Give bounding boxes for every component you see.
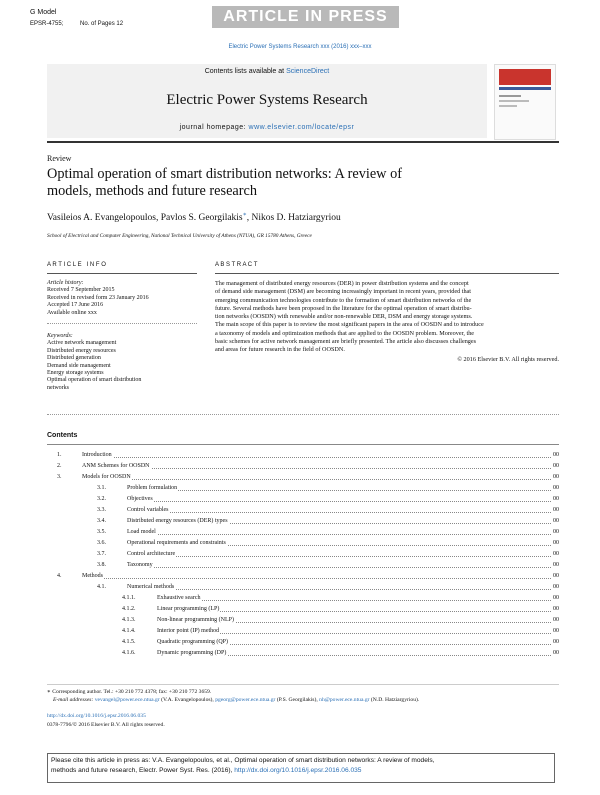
email-owner: (N.D. Hatziargyriou). [369,697,420,704]
corresponding-text: Corresponding author. Tel.: +30 210 772 4378; fax: +30 210 772 3659. [52,689,212,695]
toc-page: 00 [553,452,559,458]
email-line [47,696,559,704]
history-revised: Received in revised form 23 January 2016 [47,294,149,301]
email-link[interactable]: vevangel@power.ece.ntua.gr [94,697,160,704]
toc-title-text: Exhaustive search [157,595,201,601]
corresponding-author-mark[interactable]: ∗ [242,212,247,218]
toc-title-text: Control architecture [127,551,176,557]
article-title-line-2: models, methods and future research [47,183,258,199]
toc-title-text: Operational requirements and constraints [127,540,226,546]
keyword-item: Distributed energy resources [47,347,116,354]
toc-number: 3.3. [97,507,106,513]
toc-title [157,615,551,626]
toc-title [82,461,551,472]
toc-number: 4.1.3. [122,617,136,623]
citation-box [47,753,555,783]
toc-page: 00 [553,573,559,579]
toc-title-text: Objectives [127,496,153,502]
toc-number: 3. [57,474,62,480]
history-received: Received 7 September 2015 [47,287,115,294]
toc-number: 3.4. [97,518,106,524]
toc-page: 00 [553,628,559,634]
email-owner: (P.S. Georgilakis), [275,697,320,704]
toc-row[interactable] [47,648,559,659]
toc-number: 4.1.4. [122,628,136,634]
author-georgilakis: Pavlos S. Georgilakis [160,213,243,224]
toc-page: 00 [553,551,559,557]
toc-row[interactable] [47,494,559,505]
abstract-rule [215,273,559,274]
toc-page: 00 [553,529,559,535]
toc-title [127,560,551,571]
abstract-body [215,280,559,364]
toc-title-text: Dynamic programming (DP) [157,650,227,656]
toc-page: 00 [553,518,559,524]
toc-title [127,516,551,527]
toc-title-text: Distributed energy resources (DER) types [127,518,228,524]
toc-number: 2. [57,463,62,469]
article-title [47,166,402,200]
journal-header [47,64,487,138]
article-title-line-1: Optimal operation of smart distribution networks: A review of [47,166,402,182]
issn-line: 0378-7796/© 2016 Elsevier B.V. All rights reserved. [47,722,165,728]
toc-title-text: Problem formulation [127,485,178,491]
toc-row[interactable] [47,538,559,549]
citation-text-2 [51,766,551,776]
author-list [47,211,341,223]
keyword-item: Distributed generation [47,355,101,362]
toc-number: 4.1.6. [122,650,136,656]
toc-row[interactable] [47,527,559,538]
email-owner: (V.A. Evangelopoulos), [159,697,216,704]
toc-number: 4.1.5. [122,639,136,645]
footnote-rule [47,684,559,685]
article-info-rule [47,273,197,274]
keyword-item: networks [47,384,69,391]
keyword-item: Energy storage systems [47,370,104,377]
abstract-line: a taxonomy of models and optimization methods that are applied to the OOSDN problem. Moreover, the [215,329,475,337]
toc-title [127,505,551,516]
article-history [47,280,197,317]
toc-title [82,571,551,582]
toc-page: 00 [553,485,559,491]
toc-title [82,472,551,483]
author-hatziargyriou: , Nikos D. Hatziargyriou [246,213,341,224]
history-label: Article history: [47,280,84,286]
citation-doi-link[interactable]: http://dx.doi.org/10.1016/j.epsr.2016.06.035 [234,767,362,774]
toc-title [127,527,551,538]
toc-page: 00 [553,463,559,469]
toc-number: 3.8. [97,562,106,568]
toc-row[interactable] [47,637,559,648]
toc-page: 00 [553,617,559,623]
toc-title [157,604,551,615]
abstract-line: emerging communication technologies contribute to the formation of smart distribution networks of the [215,296,472,304]
keyword-item: Active network management [47,340,117,347]
toc-title-text: Control variables [127,507,169,513]
toc-row[interactable] [47,516,559,527]
toc-page: 00 [553,496,559,502]
toc-page: 00 [553,595,559,601]
toc-title-text: Models for OOSDN [82,474,131,480]
history-online: Available online xxx [47,309,97,316]
footnote-star: ∗ [47,689,51,695]
toc-row[interactable] [47,593,559,604]
toc-page: 00 [553,650,559,656]
doi-link[interactable]: http://dx.doi.org/10.1016/j.epsr.2016.06.035 [47,713,146,719]
keywords [47,333,197,392]
toc-number: 3.7. [97,551,106,557]
toc-row[interactable] [47,604,559,615]
corresponding-note [47,688,559,696]
keyword-item: Demand side management [47,362,111,369]
toc-title [157,637,551,648]
homepage-link[interactable]: www.elsevier.com/locate/epsr [248,124,355,131]
email-link[interactable]: pgeorg@power.ece.ntua.gr [215,697,276,704]
toc-title [127,582,551,593]
toc-number: 4.1. [97,584,106,590]
footnote [47,688,559,704]
toc-row[interactable] [47,571,559,582]
contents-heading: Contents [47,432,78,439]
toc-number: 3.2. [97,496,106,502]
abstract-line: tion networks (OOSDN) with renewable and/or non-renewable DER, DSM and energy storage systems. [215,313,473,321]
toc-title [82,450,551,461]
page-count: No. of Pages 12 [80,21,124,27]
toc-title-text: Quadratic programming (QP) [157,639,228,645]
abstract-copyright: © 2016 Elsevier B.V. All rights reserved. [457,355,559,363]
author-evangelopoulos: Vasileios A. Evangelopoulos, [47,213,161,224]
abstract-line: of demand side management (DSM) are becoming increasingly important in recent years, provided that [215,288,472,296]
toc-row[interactable] [47,450,559,461]
toc-page: 00 [553,584,559,590]
toc-row[interactable] [47,582,559,593]
toc-title [127,549,551,560]
toc-title-text: Non-linear programming (NLP) [157,617,234,623]
toc-title-text: Introduction [82,452,112,458]
toc-title [127,538,551,549]
article-ref: EPSR-4755; [30,21,64,27]
abstract-line: basic schemes for active network management are briefly presented. The article also discusses challenges [215,338,477,346]
contents-available-line [47,68,487,75]
toc-number: 4. [57,573,62,579]
toc-title-text: Linear programming (LP) [157,606,220,612]
toc-row[interactable] [47,615,559,626]
journal-cover-thumbnail [494,64,556,140]
abstract-line: and areas for future research in the field of OOSDN. [215,346,345,354]
model-code: G Model [30,9,57,16]
abstract-line: The management of distributed energy resources (DER) in power distribution systems and the concept [215,280,469,287]
toc-number: 3.5. [97,529,106,535]
email-link[interactable]: nh@power.ece.ntua.gr [319,697,370,704]
citation-journal: methods and future research, Electr. Power Syst. Res. (2016), [51,767,235,774]
toc-title-text: Taxonomy [127,562,153,568]
toc-row[interactable] [47,505,559,516]
toc-page: 00 [553,507,559,513]
toc-number: 3.6. [97,540,106,546]
toc-page: 00 [553,540,559,546]
keywords-rule [47,323,197,324]
contents-prefix: Contents lists available at [204,68,287,75]
toc-row[interactable] [47,560,559,571]
header-rule [47,141,559,143]
affiliation: School of Electrical and Computer Engineering, National Technical University of Athens (NTUA), GR 15780 Athens, Greece [47,233,312,239]
toc-title [157,593,551,604]
toc-page: 00 [553,606,559,612]
toc-title-text: Load model [127,529,156,535]
homepage-line [47,124,487,131]
toc-title-text: Interior point (IP) method [157,628,220,634]
toc-number: 4.1.1. [122,595,136,601]
journal-title: Electric Power Systems Research [166,92,368,108]
toc-page: 00 [553,562,559,568]
abstract-heading: A B S T R A C T [215,262,258,268]
toc-row[interactable] [47,483,559,494]
toc-page: 00 [553,474,559,480]
toc-number: 3.1. [97,485,106,491]
toc-row[interactable] [47,461,559,472]
citation-text: Please cite this article in press as: V.A. Evangelopoulos, et al., Optimal operation of smart distribution networks: A review of models, [51,757,435,764]
toc-row[interactable] [47,549,559,560]
keyword-item: Optimal operation of smart distribution [47,377,142,384]
toc-row[interactable] [47,472,559,483]
article-info-heading: A R T I C L E I N F O [47,262,106,268]
info-bottom-rule [47,414,559,415]
toc-title [127,483,551,494]
history-accepted: Accepted 17 June 2016 [47,302,104,309]
toc-page: 00 [553,639,559,645]
homepage-prefix: journal homepage: [179,124,249,131]
sciencedirect-link[interactable]: ScienceDirect [286,68,330,75]
toc-title [157,626,551,637]
email-label: E-mail addresses: [53,697,95,704]
toc-title-text: ANM Schemes for OOSDN [82,463,150,469]
journal-citation-link[interactable]: Electric Power Systems Research xxx (2016) xxx–xxx [228,44,372,50]
article-type: Review [47,154,72,163]
abstract-line: The main scope of this paper is to review the most significant papers in the area of OOSDN and to introduce [215,321,484,329]
keywords-label: Keywords: [47,333,73,339]
toc-row[interactable] [47,626,559,637]
contents-top-rule [47,444,559,445]
toc-number: 1. [57,452,62,458]
abstract-line: future. Several methods have been proposed in the literature for the optimal operation of smart distribu- [215,304,472,312]
toc-title-text: Numerical methods [127,584,175,590]
article-in-press-banner: ARTICLE IN PRESS [212,6,399,28]
toc-title [157,648,551,659]
toc-title [127,494,551,505]
toc-title-text: Methods [82,573,103,579]
toc-number: 4.1.2. [122,606,136,612]
